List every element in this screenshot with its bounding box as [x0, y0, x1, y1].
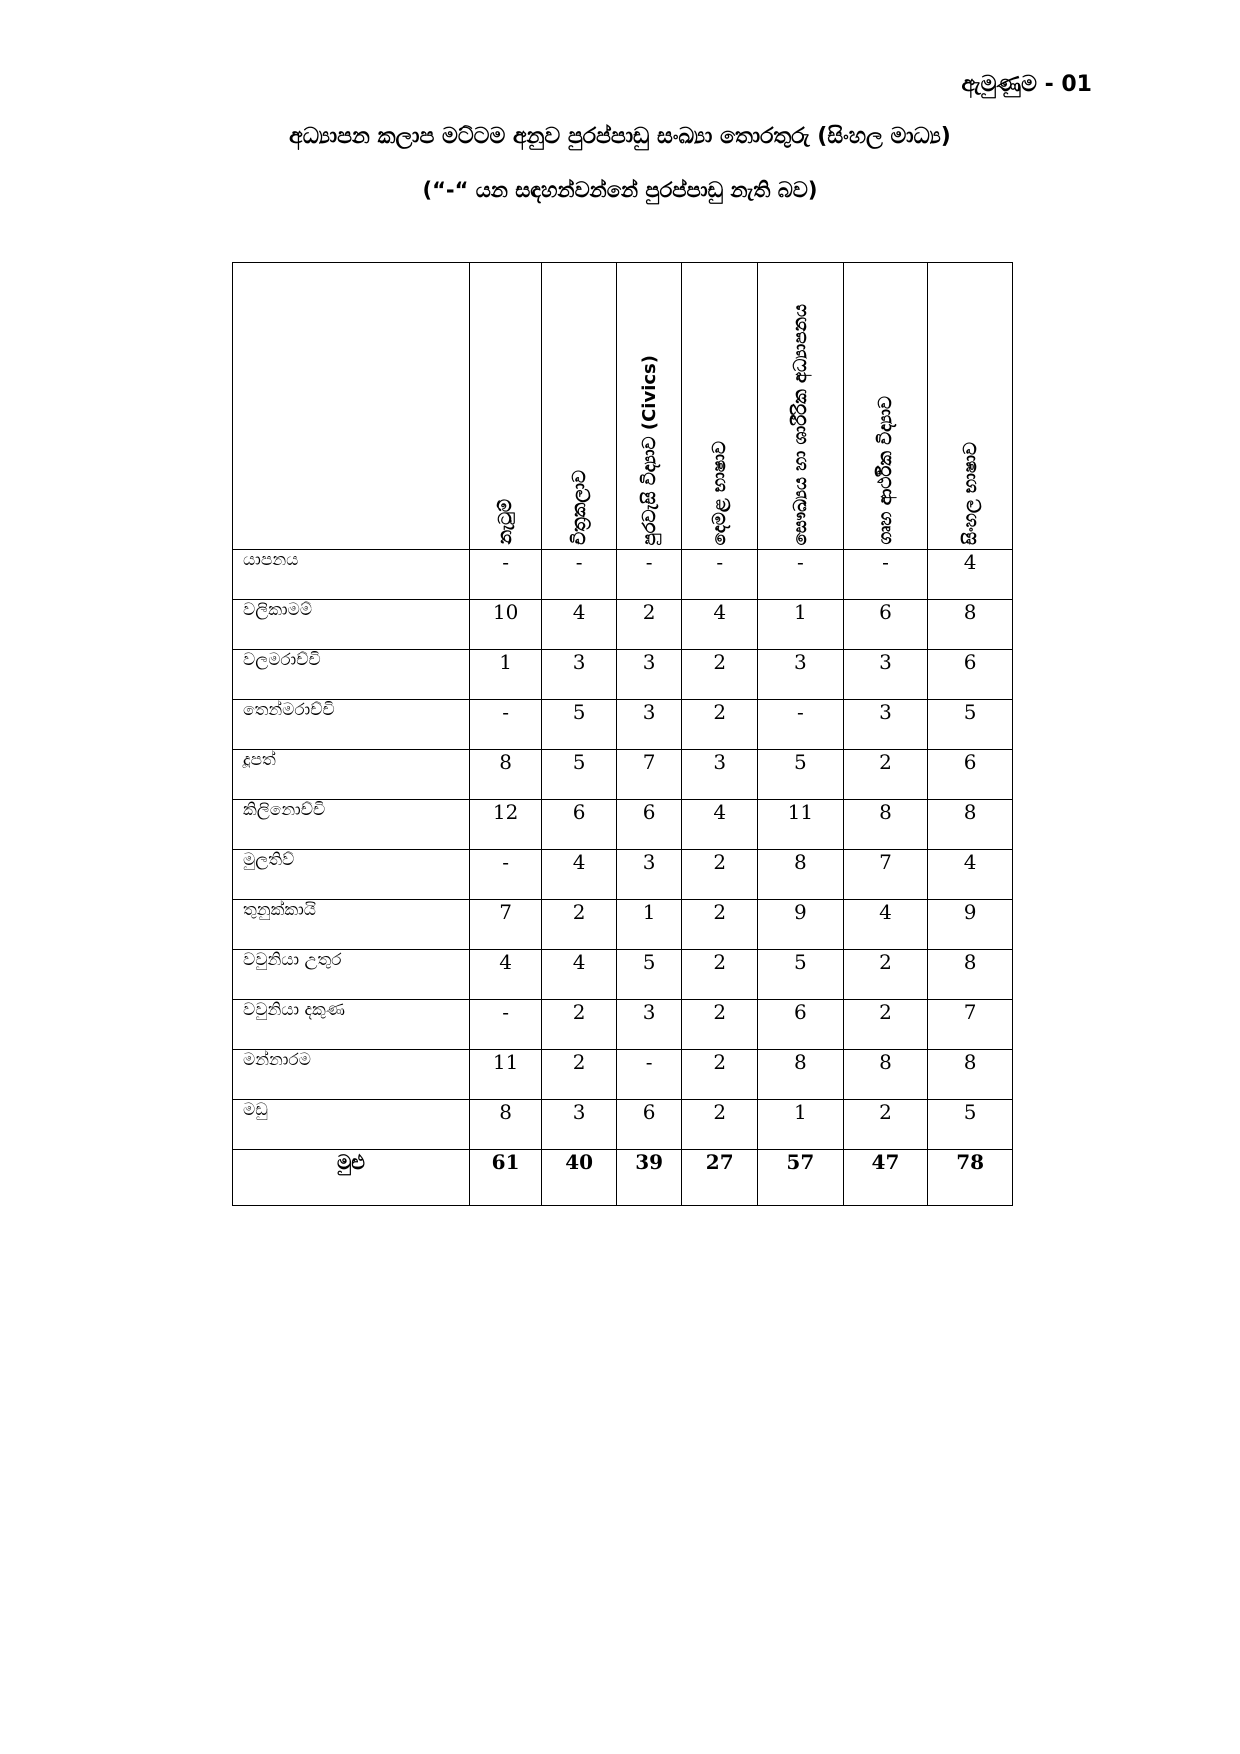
- vacancy-count-cell: 7: [928, 1000, 1013, 1050]
- vacancy-count-cell: -: [469, 550, 542, 600]
- vacancy-count-cell: 1: [616, 900, 682, 950]
- column-header-label: සෞඛ්‍යය හා ශාරීරික අධ්‍යාපනය: [789, 303, 811, 545]
- column-header: [542, 263, 617, 550]
- column-header: [843, 263, 928, 550]
- table-row: [233, 750, 1013, 800]
- vacancy-count-cell: -: [542, 550, 617, 600]
- column-header-label: දෙමළ භාෂාව: [709, 440, 731, 545]
- vacancy-table: [232, 262, 1013, 1206]
- vacancy-count-cell: 5: [928, 1100, 1013, 1150]
- vacancy-count-cell: 2: [843, 1100, 928, 1150]
- annex-label: ඇමුණුම - 01: [961, 72, 1092, 97]
- vacancy-count-cell: 8: [469, 750, 542, 800]
- vacancy-count-cell: 3: [843, 650, 928, 700]
- vacancy-count-cell: 7: [616, 750, 682, 800]
- vacancy-count-cell: -: [843, 550, 928, 600]
- vacancy-count-cell: 4: [542, 850, 617, 900]
- vacancy-count-cell: -: [758, 700, 844, 750]
- vacancy-count-cell: 4: [928, 850, 1013, 900]
- table-row: [233, 1050, 1013, 1100]
- total-cell: 27: [682, 1150, 758, 1206]
- zone-name-cell: තුනුක්කායි: [233, 900, 470, 950]
- vacancy-count-cell: 4: [928, 550, 1013, 600]
- vacancy-count-cell: 2: [682, 900, 758, 950]
- table-row: [233, 700, 1013, 750]
- column-header: [469, 263, 542, 550]
- vacancy-count-cell: 8: [758, 1050, 844, 1100]
- vacancy-count-cell: 8: [843, 800, 928, 850]
- vacancy-count-cell: 8: [928, 1050, 1013, 1100]
- total-label: මුළු: [233, 1150, 470, 1206]
- vacancy-count-cell: 8: [928, 800, 1013, 850]
- vacancy-count-cell: 4: [542, 950, 617, 1000]
- vacancy-count-cell: 6: [843, 600, 928, 650]
- vacancy-count-cell: 2: [682, 950, 758, 1000]
- total-cell: 61: [469, 1150, 542, 1206]
- vacancy-count-cell: -: [616, 1050, 682, 1100]
- total-cell: 57: [758, 1150, 844, 1206]
- vacancy-count-cell: 1: [758, 1100, 844, 1150]
- total-cell: 78: [928, 1150, 1013, 1206]
- vacancy-count-cell: 2: [682, 1050, 758, 1100]
- vacancy-count-cell: 6: [928, 650, 1013, 700]
- column-header-label: නැටුම්: [495, 499, 517, 545]
- vacancy-count-cell: 2: [843, 950, 928, 1000]
- vacancy-count-cell: 3: [843, 700, 928, 750]
- zone-name-cell: මන්නාරම: [233, 1050, 470, 1100]
- vacancy-count-cell: 5: [616, 950, 682, 1000]
- vacancy-count-cell: 3: [616, 1000, 682, 1050]
- vacancy-count-cell: -: [469, 1000, 542, 1050]
- zone-name-cell: කිලිනොච්චි: [233, 800, 470, 850]
- vacancy-count-cell: 6: [542, 800, 617, 850]
- total-cell: 40: [542, 1150, 617, 1206]
- vacancy-count-cell: 3: [542, 650, 617, 700]
- vacancy-count-cell: 4: [843, 900, 928, 950]
- vacancy-count-cell: 5: [542, 750, 617, 800]
- vacancy-count-cell: 6: [928, 750, 1013, 800]
- vacancy-count-cell: 8: [758, 850, 844, 900]
- column-header-label: සිංහල භාෂාව: [959, 442, 981, 545]
- zone-name-cell: වලිකාමම්: [233, 600, 470, 650]
- vacancy-count-cell: 12: [469, 800, 542, 850]
- vacancy-count-cell: 6: [616, 1100, 682, 1150]
- vacancy-count-cell: 7: [469, 900, 542, 950]
- vacancy-count-cell: 2: [542, 1050, 617, 1100]
- table-row: [233, 600, 1013, 650]
- zone-name-cell: යාපනය: [233, 550, 470, 600]
- vacancy-count-cell: 1: [469, 650, 542, 700]
- column-header: [616, 263, 682, 550]
- zone-name-cell: වවුනියා උතුර: [233, 950, 470, 1000]
- column-header-label: පුරවැසි විද්‍යාව (Civics): [638, 354, 660, 545]
- vacancy-count-cell: 5: [542, 700, 617, 750]
- vacancy-count-cell: 5: [758, 750, 844, 800]
- column-header: [928, 263, 1013, 550]
- vacancy-count-cell: 10: [469, 600, 542, 650]
- vacancy-count-cell: 4: [682, 600, 758, 650]
- vacancy-count-cell: 6: [758, 1000, 844, 1050]
- vacancy-count-cell: 3: [758, 650, 844, 700]
- vacancy-count-cell: 9: [758, 900, 844, 950]
- vacancy-count-cell: 7: [843, 850, 928, 900]
- vacancy-count-cell: -: [469, 850, 542, 900]
- total-row: [233, 1150, 1013, 1206]
- column-header-label: චිත්‍රකලාව: [568, 470, 590, 545]
- vacancy-count-cell: -: [469, 700, 542, 750]
- column-header-label: ගෘහ ආර්ථික විද්‍යාව: [874, 396, 896, 545]
- vacancy-count-cell: 8: [928, 950, 1013, 1000]
- vacancy-count-cell: 4: [542, 600, 617, 650]
- vacancy-count-cell: -: [682, 550, 758, 600]
- vacancy-count-cell: 2: [616, 600, 682, 650]
- table-row: [233, 1100, 1013, 1150]
- zone-name-cell: වවුනියා දකුණ: [233, 1000, 470, 1050]
- table-row: [233, 650, 1013, 700]
- column-header: [682, 263, 758, 550]
- zone-name-cell: දූපත්: [233, 750, 470, 800]
- vacancy-count-cell: 2: [843, 1000, 928, 1050]
- vacancy-count-cell: 2: [843, 750, 928, 800]
- vacancy-count-cell: 5: [758, 950, 844, 1000]
- vacancy-count-cell: 2: [682, 700, 758, 750]
- zone-name-cell: තෙන්මරාච්චි: [233, 700, 470, 750]
- table-row: [233, 800, 1013, 850]
- vacancy-count-cell: 3: [682, 750, 758, 800]
- vacancy-count-cell: 4: [469, 950, 542, 1000]
- vacancy-count-cell: 2: [542, 1000, 617, 1050]
- vacancy-count-cell: -: [758, 550, 844, 600]
- vacancy-count-cell: 11: [758, 800, 844, 850]
- page-title: අධ්‍යාපන කලාප මට්ටම අනුව පුරප්පාඩු සංඛ්‍යා තොරතුරු (සිංහල මාධ්‍ය): [289, 124, 951, 149]
- vacancy-count-cell: 8: [843, 1050, 928, 1100]
- vacancy-count-cell: 2: [682, 850, 758, 900]
- vacancy-count-cell: 2: [542, 900, 617, 950]
- vacancy-count-cell: 3: [542, 1100, 617, 1150]
- total-cell: 47: [843, 1150, 928, 1206]
- table-row: [233, 1000, 1013, 1050]
- vacancy-count-cell: 6: [616, 800, 682, 850]
- vacancy-count-cell: 1: [758, 600, 844, 650]
- zone-name-cell: වලමරාච්චි: [233, 650, 470, 700]
- vacancy-count-cell: 8: [469, 1100, 542, 1150]
- vacancy-count-cell: -: [616, 550, 682, 600]
- table-row: [233, 550, 1013, 600]
- zone-name-cell: මුලතිව්: [233, 850, 470, 900]
- vacancy-count-cell: 3: [616, 650, 682, 700]
- vacancy-count-cell: 5: [928, 700, 1013, 750]
- vacancy-count-cell: 8: [928, 600, 1013, 650]
- page-subtitle: (“-“ යන සඳහන්වන්නේ පුරප්පාඩු නැති බව): [422, 178, 818, 202]
- table-row: [233, 850, 1013, 900]
- vacancy-count-cell: 2: [682, 1000, 758, 1050]
- vacancy-count-cell: 11: [469, 1050, 542, 1100]
- vacancy-count-cell: 3: [616, 850, 682, 900]
- total-cell: 39: [616, 1150, 682, 1206]
- vacancy-count-cell: 9: [928, 900, 1013, 950]
- table-row: [233, 900, 1013, 950]
- vacancy-count-cell: 3: [616, 700, 682, 750]
- table-row: [233, 950, 1013, 1000]
- column-header: [758, 263, 844, 550]
- table-header-row: [233, 263, 1013, 550]
- vacancy-count-cell: 2: [682, 650, 758, 700]
- zone-name-cell: මඩු: [233, 1100, 470, 1150]
- vacancy-count-cell: 2: [682, 1100, 758, 1150]
- vacancy-count-cell: 4: [682, 800, 758, 850]
- header-empty-cell: [233, 263, 470, 550]
